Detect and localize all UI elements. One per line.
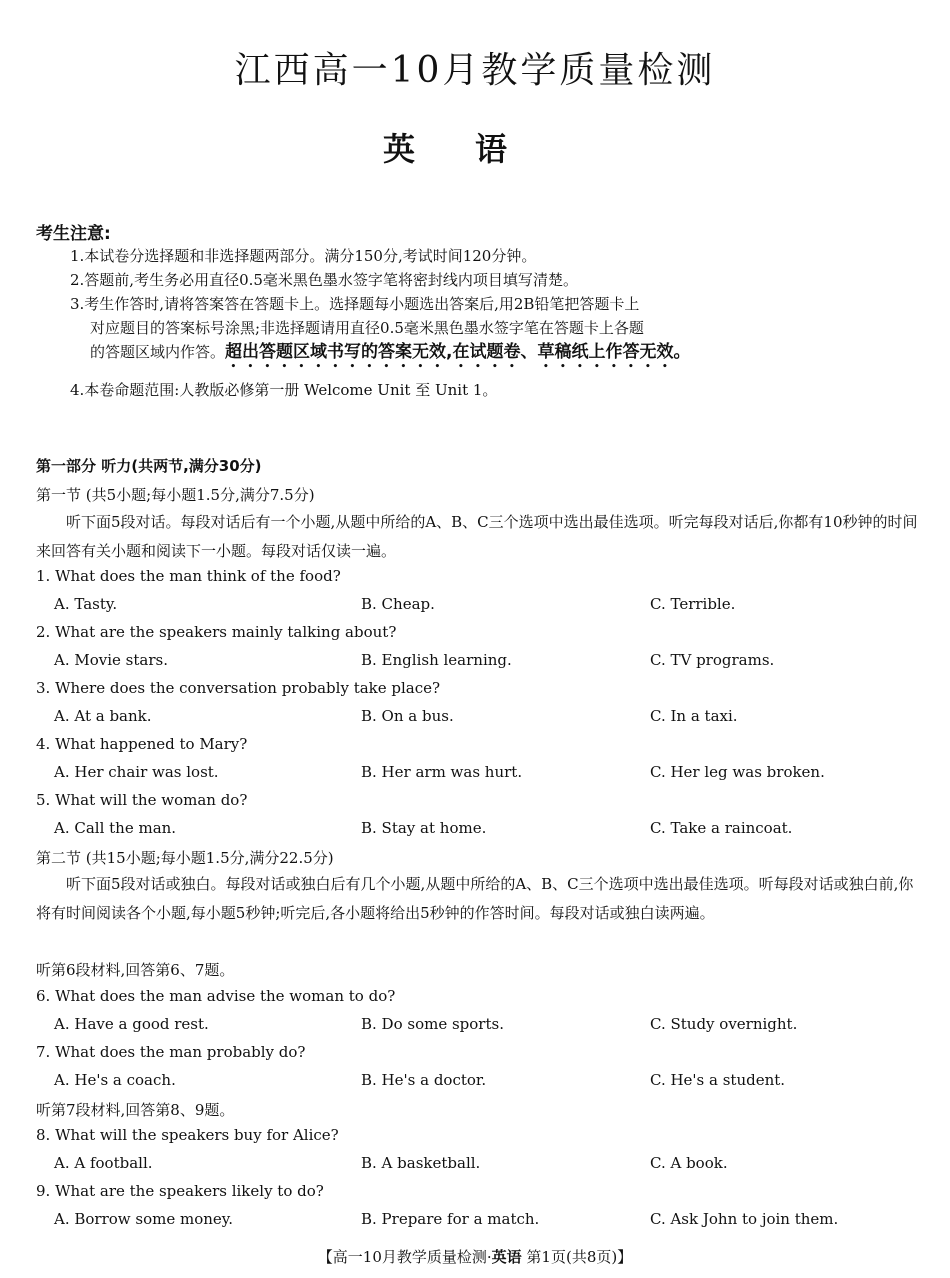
notice-item — [70, 292, 770, 372]
question-stem: 7. What does the man probably do? — [36, 1043, 306, 1061]
notice-item-continuation: 对应题目的答案标号涂黑;非选择题请用直径0.5毫米黑色墨水签字笔在答题卡上各题 — [90, 319, 644, 337]
material-7-heading: 听第7段材料,回答第8、9题。 — [36, 1101, 235, 1119]
option-a: A. Tasty. — [54, 595, 118, 613]
footer-exam: 高一10月教学质量检测· — [332, 1248, 492, 1266]
option-a: A. At a bank. — [54, 707, 152, 725]
section2-heading: 第二节 (共15小题;每小题1.5分,满分22.5分) — [36, 849, 334, 867]
option-a: A. He's a coach. — [54, 1071, 176, 1089]
notice-item: 4.本卷命题范围:人教版必修第一册 Welcome Unit 至 Unit 1。 — [70, 381, 498, 399]
footer-subject: 英语 — [491, 1248, 522, 1266]
option-c: C. A book. — [650, 1154, 728, 1172]
question-stem: 1. What does the man think of the food? — [36, 567, 341, 585]
option-b: B. A basketball. — [361, 1154, 481, 1172]
option-a: A. Borrow some money. — [54, 1210, 234, 1228]
exam-title: 江西高一10月教学质量检测 — [234, 50, 716, 91]
footer-bracket: 】 — [617, 1248, 633, 1266]
question-stem: 3. Where does the conversation probably take place? — [36, 679, 441, 697]
section1-instructions: 听下面5段对话。每段对话后有一个小题,从题中所给的A、B、C三个选项中选出最佳选项。听完每段对话后,你都有10秒钟的时间来回答有关小题和阅读下一小题。每段对话仅读一遍。 — [36, 513, 918, 560]
subject-title: 英语 — [382, 130, 567, 168]
option-c: C. Study overnight. — [650, 1015, 798, 1033]
material-6-heading: 听第6段材料,回答第6、7题。 — [36, 961, 235, 979]
option-b: B. Her arm was hurt. — [361, 763, 523, 781]
option-a: A. Movie stars. — [54, 651, 168, 669]
section2-instructions: 听下面5段对话或独白。每段对话或独白后有几个小题,从题中所给的A、B、C三个选项中选出最佳选项。听每段对话或独白前,你将有时间阅读各个小题,每小题5秒钟;听完后,各小题将给出5秒钟的作答时间。每段对话或独白读两遍。 — [36, 875, 914, 922]
question-stem: 4. What happened to Mary? — [36, 735, 248, 753]
notice-item-continuation — [70, 340, 770, 372]
notice-emphasis: 超出答题区域书写的答案无效,在试题卷、草稿纸上作答无效。 — [225, 342, 691, 362]
option-b: B. He's a doctor. — [361, 1071, 487, 1089]
notice-heading: 考生注意: — [36, 224, 111, 244]
option-b: B. Stay at home. — [361, 819, 487, 837]
notice-item-plain: 的答题区域内作答。 — [90, 343, 226, 361]
option-c: C. Take a raincoat. — [650, 819, 793, 837]
section1-heading: 第一节 (共5小题;每小题1.5分,满分7.5分) — [36, 486, 315, 504]
option-c: C. In a taxi. — [650, 707, 738, 725]
option-b: B. Cheap. — [361, 595, 435, 613]
option-c: C. TV programs. — [650, 651, 775, 669]
question-stem: 6. What does the man advise the woman to do? — [36, 987, 396, 1005]
option-c: C. He's a student. — [650, 1071, 786, 1089]
question-stem: 9. What are the speakers likely to do? — [36, 1182, 324, 1200]
notice-item-text: 3.考生作答时,请将答案答在答题卡上。选择题每小题选出答案后,用2B铅笔把答题卡上 — [70, 295, 640, 313]
notice-list — [70, 244, 770, 402]
question-stem: 8. What will the speakers buy for Alice? — [36, 1126, 339, 1144]
page-footer — [0, 1246, 950, 1267]
footer-page: 第1页(共8页) — [521, 1248, 618, 1266]
option-c: C. Ask John to join them. — [650, 1210, 839, 1228]
option-b: B. Prepare for a match. — [361, 1210, 540, 1228]
footer-bracket: 【 — [317, 1248, 333, 1266]
notice-item: 2.答题前,考生务必用直径0.5毫米黑色墨水签字笔将密封线内项目填写清楚。 — [70, 271, 578, 289]
option-b: B. Do some sports. — [361, 1015, 504, 1033]
option-c: C. Terrible. — [650, 595, 736, 613]
option-a: A. Have a good rest. — [54, 1015, 209, 1033]
option-a: A. Her chair was lost. — [54, 763, 219, 781]
part1-heading: 第一部分 听力(共两节,满分30分) — [36, 457, 262, 475]
notice-item: 1.本试卷分选择题和非选择题两部分。满分150分,考试时间120分钟。 — [70, 247, 537, 265]
option-b: B. On a bus. — [361, 707, 454, 725]
option-b: B. English learning. — [361, 651, 512, 669]
question-stem: 2. What are the speakers mainly talking about? — [36, 623, 397, 641]
question-stem: 5. What will the woman do? — [36, 791, 248, 809]
option-a: A. Call the man. — [54, 819, 177, 837]
option-a: A. A football. — [54, 1154, 153, 1172]
option-c: C. Her leg was broken. — [650, 763, 825, 781]
